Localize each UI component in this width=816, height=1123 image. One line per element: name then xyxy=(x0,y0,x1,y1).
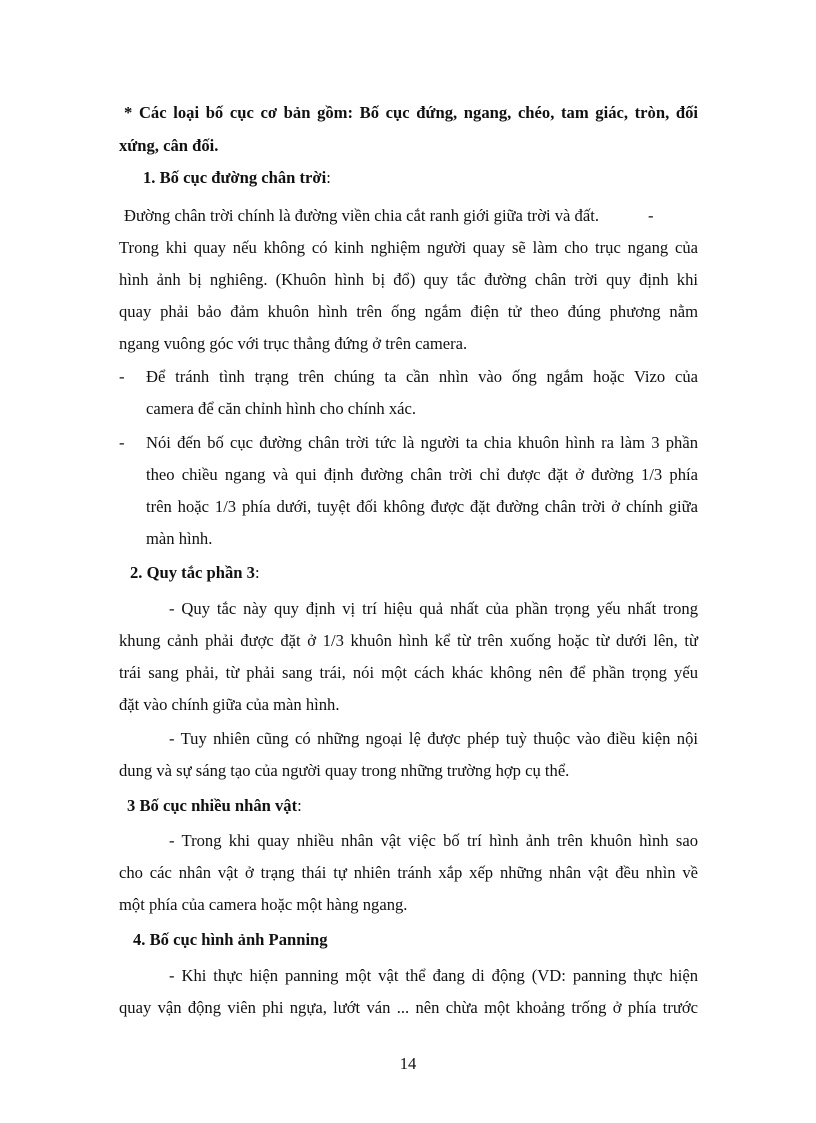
section-2-paragraph-1-line-1: - Quy tắc này quy định vị trí hiệu quả nhất của phần trọng yếu nhất trong xyxy=(169,599,698,618)
section-3-heading-text: 3 Bố cục nhiều nhân vật xyxy=(127,796,298,815)
section-2-heading-text: 2. Quy tắc phần 3 xyxy=(130,563,255,582)
intro-line-2: xứng, cân đối. xyxy=(119,136,219,155)
section-2-paragraph-1-line-3: trái sang phải, từ phải sang trái, nói một cách khác không nên để phần trọng yếu xyxy=(119,663,698,682)
section-1-heading-colon: : xyxy=(326,168,331,187)
intro-line-1: * Các loại bố cục cơ bản gồm: Bố cục đứng, ngang, chéo, tam giác, tròn, đối xyxy=(124,103,698,122)
section-1-paragraph-2-line-1: Trong khi quay nếu không có kinh nghiệm người quay sẽ làm cho trục ngang của xyxy=(119,238,698,257)
bullet-2-line-1: Nói đến bố cục đường chân trời tức là người ta chia khuôn hình ra làm 3 phần xyxy=(146,433,698,452)
section-3-paragraph-1-line-2: cho các nhân vật ở trạng thái tự nhiên tránh xắp xếp những nhân vật đều nhìn về xyxy=(119,863,698,882)
section-4-paragraph-1-line-1: - Khi thực hiện panning một vật thể đang di động (VD: panning thực hiện xyxy=(169,966,698,985)
bullet-2-line-2: theo chiều ngang và qui định đường chân trời chỉ được đặt ở đường 1/3 phía xyxy=(146,465,698,484)
bullet-2-line-3: trên hoặc 1/3 phía dưới, tuyệt đối không được đặt đường chân trời ở chính giữa xyxy=(146,497,698,516)
section-2-heading xyxy=(130,563,260,583)
section-4-heading: 4. Bố cục hình ảnh Panning xyxy=(133,930,328,949)
bullet-1-line-2: camera để căn chỉnh hình cho chính xác. xyxy=(146,399,416,418)
section-3-heading xyxy=(127,796,302,816)
section-4-paragraph-1-line-2: quay vận động viên phi ngựa, lướt ván ... nên chừa một khoảng trống ở phía trước xyxy=(119,998,698,1017)
section-1-paragraph-2-line-2: hình ảnh bị nghiêng. (Khuôn hình bị đổ) quy tắc đường chân trời quy định khi xyxy=(119,270,698,289)
section-1-paragraph-2-line-4: ngang vuông góc với trục thẳng đứng ở trên camera. xyxy=(119,334,468,353)
section-2-heading-colon: : xyxy=(254,563,260,582)
section-3-heading-colon: : xyxy=(297,796,302,815)
section-1-paragraph-1-line-1: Đường chân trời chính là đường viền chia cắt ranh giới giữa trời và đất. xyxy=(124,206,599,225)
section-2-paragraph-1-line-4: đặt vào chính giữa của màn hình. xyxy=(119,695,340,714)
section-1-heading-text: 1. Bố cục đường chân trời xyxy=(143,168,327,187)
page-number: 14 xyxy=(399,1054,417,1073)
section-3-paragraph-1-line-1: - Trong khi quay nhiều nhân vật việc bố trí hình ảnh trên khuôn hình sao xyxy=(169,831,698,850)
bullet-2-marker: - xyxy=(119,433,125,452)
section-2-paragraph-2-line-1: - Tuy nhiên cũng có những ngoại lệ được phép tuỳ thuộc vào điều kiện nội xyxy=(169,729,698,748)
section-3-paragraph-1-line-3: một phía của camera hoặc một hàng ngang. xyxy=(119,895,408,914)
section-1-heading xyxy=(143,168,331,188)
bullet-1-line-1: Để tránh tình trạng trên chúng ta cần nhìn vào ống ngắm hoặc Vizo của xyxy=(146,367,698,386)
bullet-1-marker: - xyxy=(119,367,125,386)
bullet-2-line-4: màn hình. xyxy=(146,529,213,548)
section-2-paragraph-2-line-2: dung và sự sáng tạo của người quay trong những trường hợp cụ thể. xyxy=(119,761,570,780)
section-2-paragraph-1-line-2: khung cảnh phải được đặt ở 1/3 khuôn hình kể từ trên xuống hoặc từ dưới lên, từ xyxy=(119,631,698,650)
section-1-paragraph-2-line-3: quay phải bảo đảm khuôn hình trên ống ngắm điện tử theo đúng phương nằm xyxy=(119,302,698,321)
section-1-paragraph-1-dash: - xyxy=(648,206,654,225)
